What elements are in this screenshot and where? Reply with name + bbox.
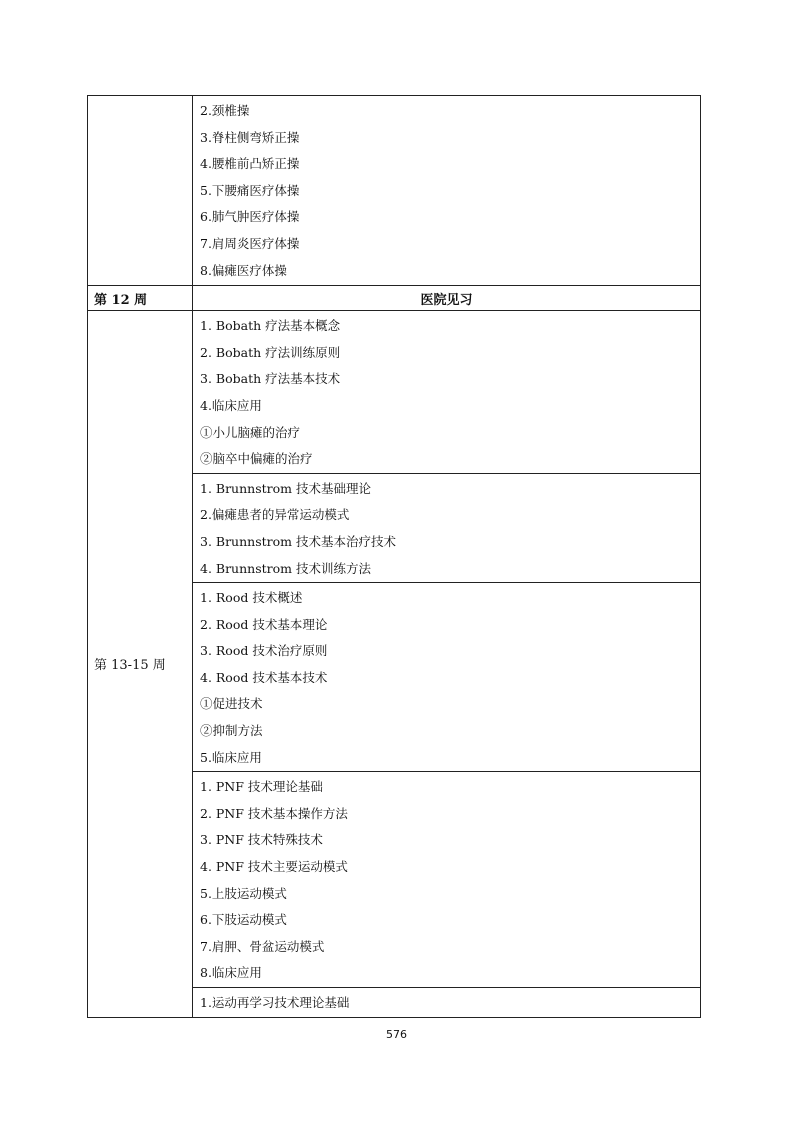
- content-cell-motor-relearning: [193, 988, 701, 1018]
- list-item: 1.运动再学习技术理论基础: [200, 995, 350, 1010]
- table-row: [88, 286, 701, 311]
- list-item: 3.脊柱侧弯矫正操: [200, 129, 300, 145]
- list-item: 6.肺气肿医疗体操: [200, 209, 300, 225]
- list-item: 8.临床应用: [200, 965, 262, 981]
- list-item: 3. Rood 技术治疗原则: [200, 643, 328, 659]
- list-item: 7.肩周炎医疗体操: [200, 235, 300, 251]
- list-item: ②抑制方法: [200, 723, 263, 739]
- schedule-table: [87, 95, 701, 1018]
- list-item: 5.临床应用: [200, 749, 262, 765]
- list-item: 2.偏瘫患者的异常运动模式: [200, 507, 350, 523]
- list-item: 2. Rood 技术基本理论: [200, 616, 328, 632]
- list-item: 3. Brunnstrom 技术基本治疗技术: [200, 533, 396, 549]
- list-item: 4.临床应用: [200, 397, 262, 413]
- list-item: 3. PNF 技术特殊技术: [200, 832, 323, 848]
- week-cell-12: 第 12 周: [88, 286, 193, 311]
- list-item: 5.上肢运动模式: [200, 885, 287, 901]
- list-item: 4. PNF 技术主要运动模式: [200, 859, 348, 875]
- list-item: 7.肩胛、骨盆运动模式: [200, 938, 325, 954]
- week-cell-13-15: 第 13-15 周: [88, 311, 193, 1017]
- page-number: 576: [386, 1028, 407, 1041]
- list-item: 5.下腰痛医疗体操: [200, 182, 300, 198]
- list-item: ①促进技术: [200, 696, 263, 712]
- content-cell-brunnstrom: [193, 473, 701, 582]
- list-item: 1. PNF 技术理论基础: [200, 779, 323, 795]
- list-item: 1. Brunnstrom 技术基础理论: [200, 480, 371, 496]
- hospital-practice-heading: 医院见习: [193, 286, 701, 311]
- list-item: 4. Brunnstrom 技术训练方法: [200, 560, 371, 576]
- content-cell-pnf: [193, 772, 701, 988]
- list-item: 1. Rood 技术概述: [200, 590, 303, 606]
- content-cell-bobath: [193, 311, 701, 474]
- list-item: 4. Rood 技术基本技术: [200, 669, 328, 685]
- list-item: 4.腰椎前凸矫正操: [200, 156, 300, 172]
- list-item: 2.颈椎操: [200, 103, 250, 118]
- week-cell-continuation: [88, 96, 193, 286]
- list-item: 2. Bobath 疗法训练原则: [200, 344, 341, 360]
- list-item: ②脑卒中偏瘫的治疗: [200, 451, 313, 467]
- list-item: 3. Bobath 疗法基本技术: [200, 371, 341, 387]
- table-row: [88, 96, 701, 286]
- list-item: 6.下肢运动模式: [200, 912, 287, 928]
- list-item: ①小儿脑瘫的治疗: [200, 424, 301, 440]
- content-cell-rood: [193, 583, 701, 772]
- list-item: 8.偏瘫医疗体操: [200, 262, 287, 278]
- content-cell-continuation: [193, 96, 701, 286]
- table-row: [88, 311, 701, 474]
- list-item: 1. Bobath 疗法基本概念: [200, 318, 341, 334]
- list-item: 2. PNF 技术基本操作方法: [200, 805, 348, 821]
